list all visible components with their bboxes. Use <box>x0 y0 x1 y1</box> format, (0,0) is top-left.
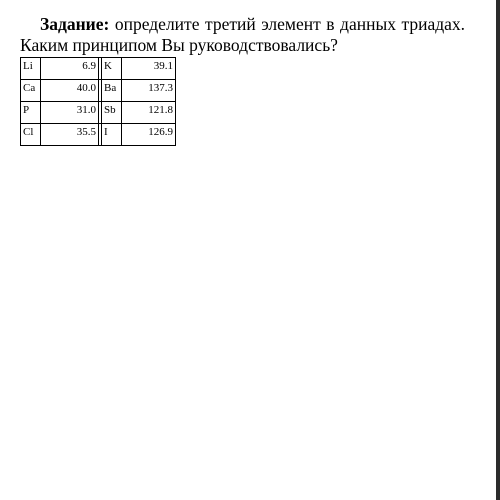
task-text <box>20 14 465 56</box>
task-label: Задание: <box>40 14 110 34</box>
task-line-1-text: определите третий элемент в данных триадах. <box>114 14 466 34</box>
element-symbol: I <box>102 124 122 146</box>
element-symbol: Li <box>21 58 41 80</box>
table-row <box>21 124 176 146</box>
table-row <box>21 80 176 102</box>
atomic-mass: 40.0 <box>41 80 99 102</box>
atomic-mass: 126.9 <box>122 124 176 146</box>
atomic-mass: 35.5 <box>41 124 99 146</box>
element-symbol: K <box>102 58 122 80</box>
element-symbol: Ba <box>102 80 122 102</box>
atomic-mass: 31.0 <box>41 102 99 124</box>
atomic-mass: 6.9 <box>41 58 99 80</box>
element-symbol: Ca <box>21 80 41 102</box>
triads-table <box>20 57 176 146</box>
atomic-mass: 39.1 <box>122 58 176 80</box>
atomic-mass: 137.3 <box>122 80 176 102</box>
element-symbol: P <box>21 102 41 124</box>
atomic-mass: 121.8 <box>122 102 176 124</box>
table-row <box>21 102 176 124</box>
page-edge-border <box>496 0 500 500</box>
table-row <box>21 58 176 80</box>
element-symbol: Sb <box>102 102 122 124</box>
element-symbol: Cl <box>21 124 41 146</box>
task-line-1 <box>20 14 465 35</box>
task-line-2: Каким принципом Вы руководствовались? <box>20 35 338 55</box>
